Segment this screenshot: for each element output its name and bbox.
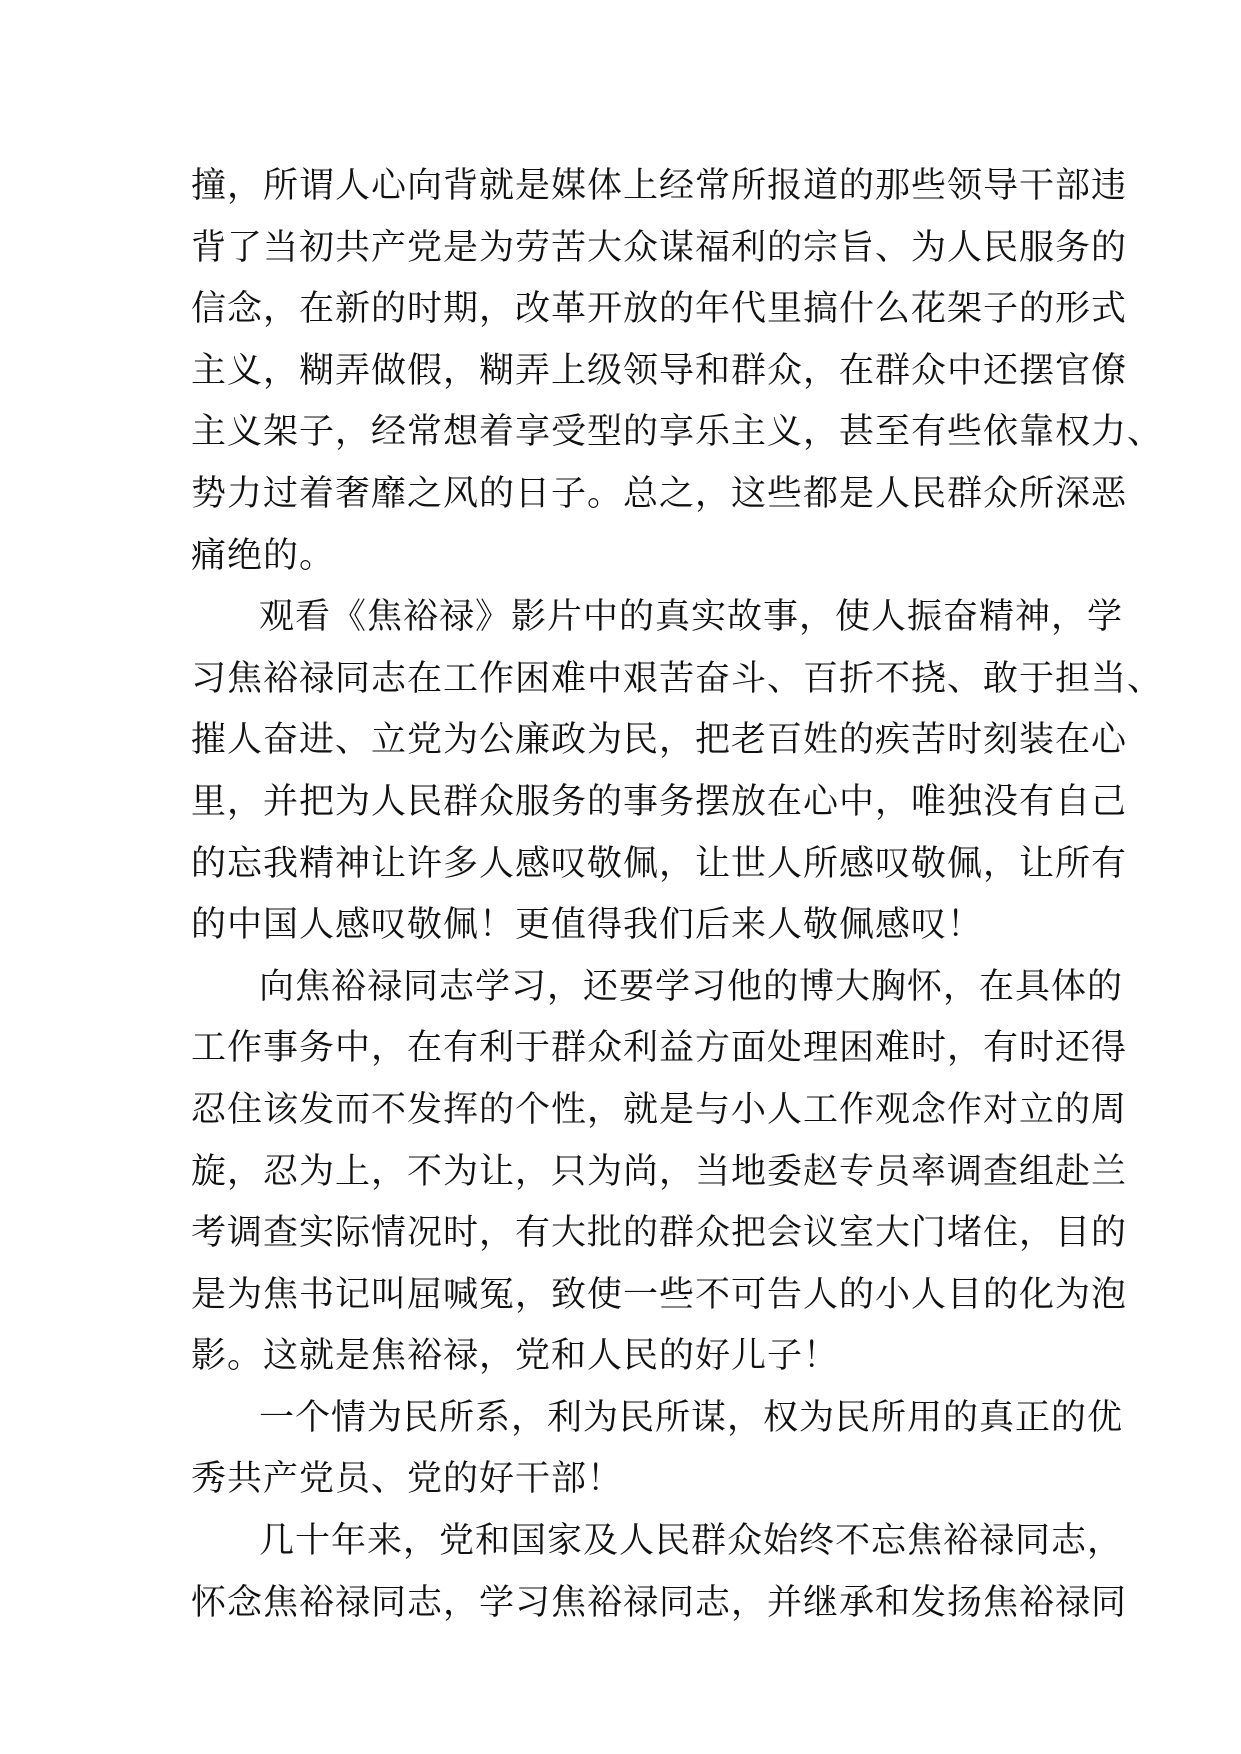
- text-line: 习焦裕禄同志在工作困难中艰苦奋斗、百折不挠、敢于担当、: [191, 658, 1164, 699]
- text-line: 里，并把为人民群众服务的事务摆放在心中，唯独没有自己: [191, 781, 1128, 822]
- text-line: 的中国人感叹敬佩！更值得我们后来人敬佩感叹！: [191, 905, 984, 946]
- text-line: 一个情为民所系，利为民所谋，权为民所用的真正的优: [259, 1397, 1124, 1438]
- text-line: 是为焦书记叫屈喊冤，致使一些不可告人的小人目的化为泡: [191, 1274, 1128, 1315]
- text-line: 向焦裕禄同志学习，还要学习他的博大胸怀，在具体的: [259, 966, 1124, 1007]
- text-line: 撞，所谓人心向背就是媒体上经常所报道的那些领导干部违: [191, 166, 1128, 206]
- text-line: 旋，忍为上，不为让，只为尚，当地委赵专员率调查组赴兰: [191, 1151, 1128, 1192]
- text-line: 考调查实际情况时，有大批的群众把会议室大门堵住，目的: [191, 1213, 1128, 1254]
- text-line: 背了当初共产党是为劳苦大众谋福利的宗旨、为人民服务的: [191, 227, 1128, 268]
- text-line: 痛绝的。: [191, 535, 336, 576]
- text-line: 工作事务中，在有利于群众利益方面处理困难时，有时还得: [191, 1028, 1128, 1069]
- text-line: 势力过着奢靡之风的日子。总之，这些都是人民群众所深恶: [191, 473, 1128, 514]
- text-line: 信念，在新的时期，改革开放的年代里搞什么花架子的形式: [191, 289, 1128, 330]
- text-line: 主义，糊弄做假，糊弄上级领导和群众，在群众中还摆官僚: [191, 350, 1128, 391]
- text-line: 摧人奋进、立党为公廉政为民，把老百姓的疾苦时刻装在心: [191, 720, 1128, 761]
- body-text: [191, 164, 1164, 1642]
- text-line: 怀念焦裕禄同志，学习焦裕禄同志，并继承和发扬焦裕禄同: [191, 1582, 1128, 1623]
- text-line: 秀共产党员、党的好干部！: [191, 1459, 624, 1500]
- text-line: 观看《焦裕禄》影片中的真实故事，使人振奋精神，学: [259, 597, 1124, 638]
- text-line: 主义架子，经常想着享受型的享乐主义，甚至有些依靠权力、: [191, 412, 1164, 453]
- text-line: 影。这就是焦裕禄，党和人民的好儿子！: [191, 1336, 840, 1377]
- text-line: 几十年来，党和国家及人民群众始终不忘焦裕禄同志，: [259, 1521, 1124, 1562]
- text-line: 的忘我精神让许多人感叹敬佩，让世人所感叹敬佩，让所有: [191, 843, 1128, 884]
- text-line: 忍住该发而不发挥的个性，就是与小人工作观念作对立的周: [191, 1089, 1128, 1130]
